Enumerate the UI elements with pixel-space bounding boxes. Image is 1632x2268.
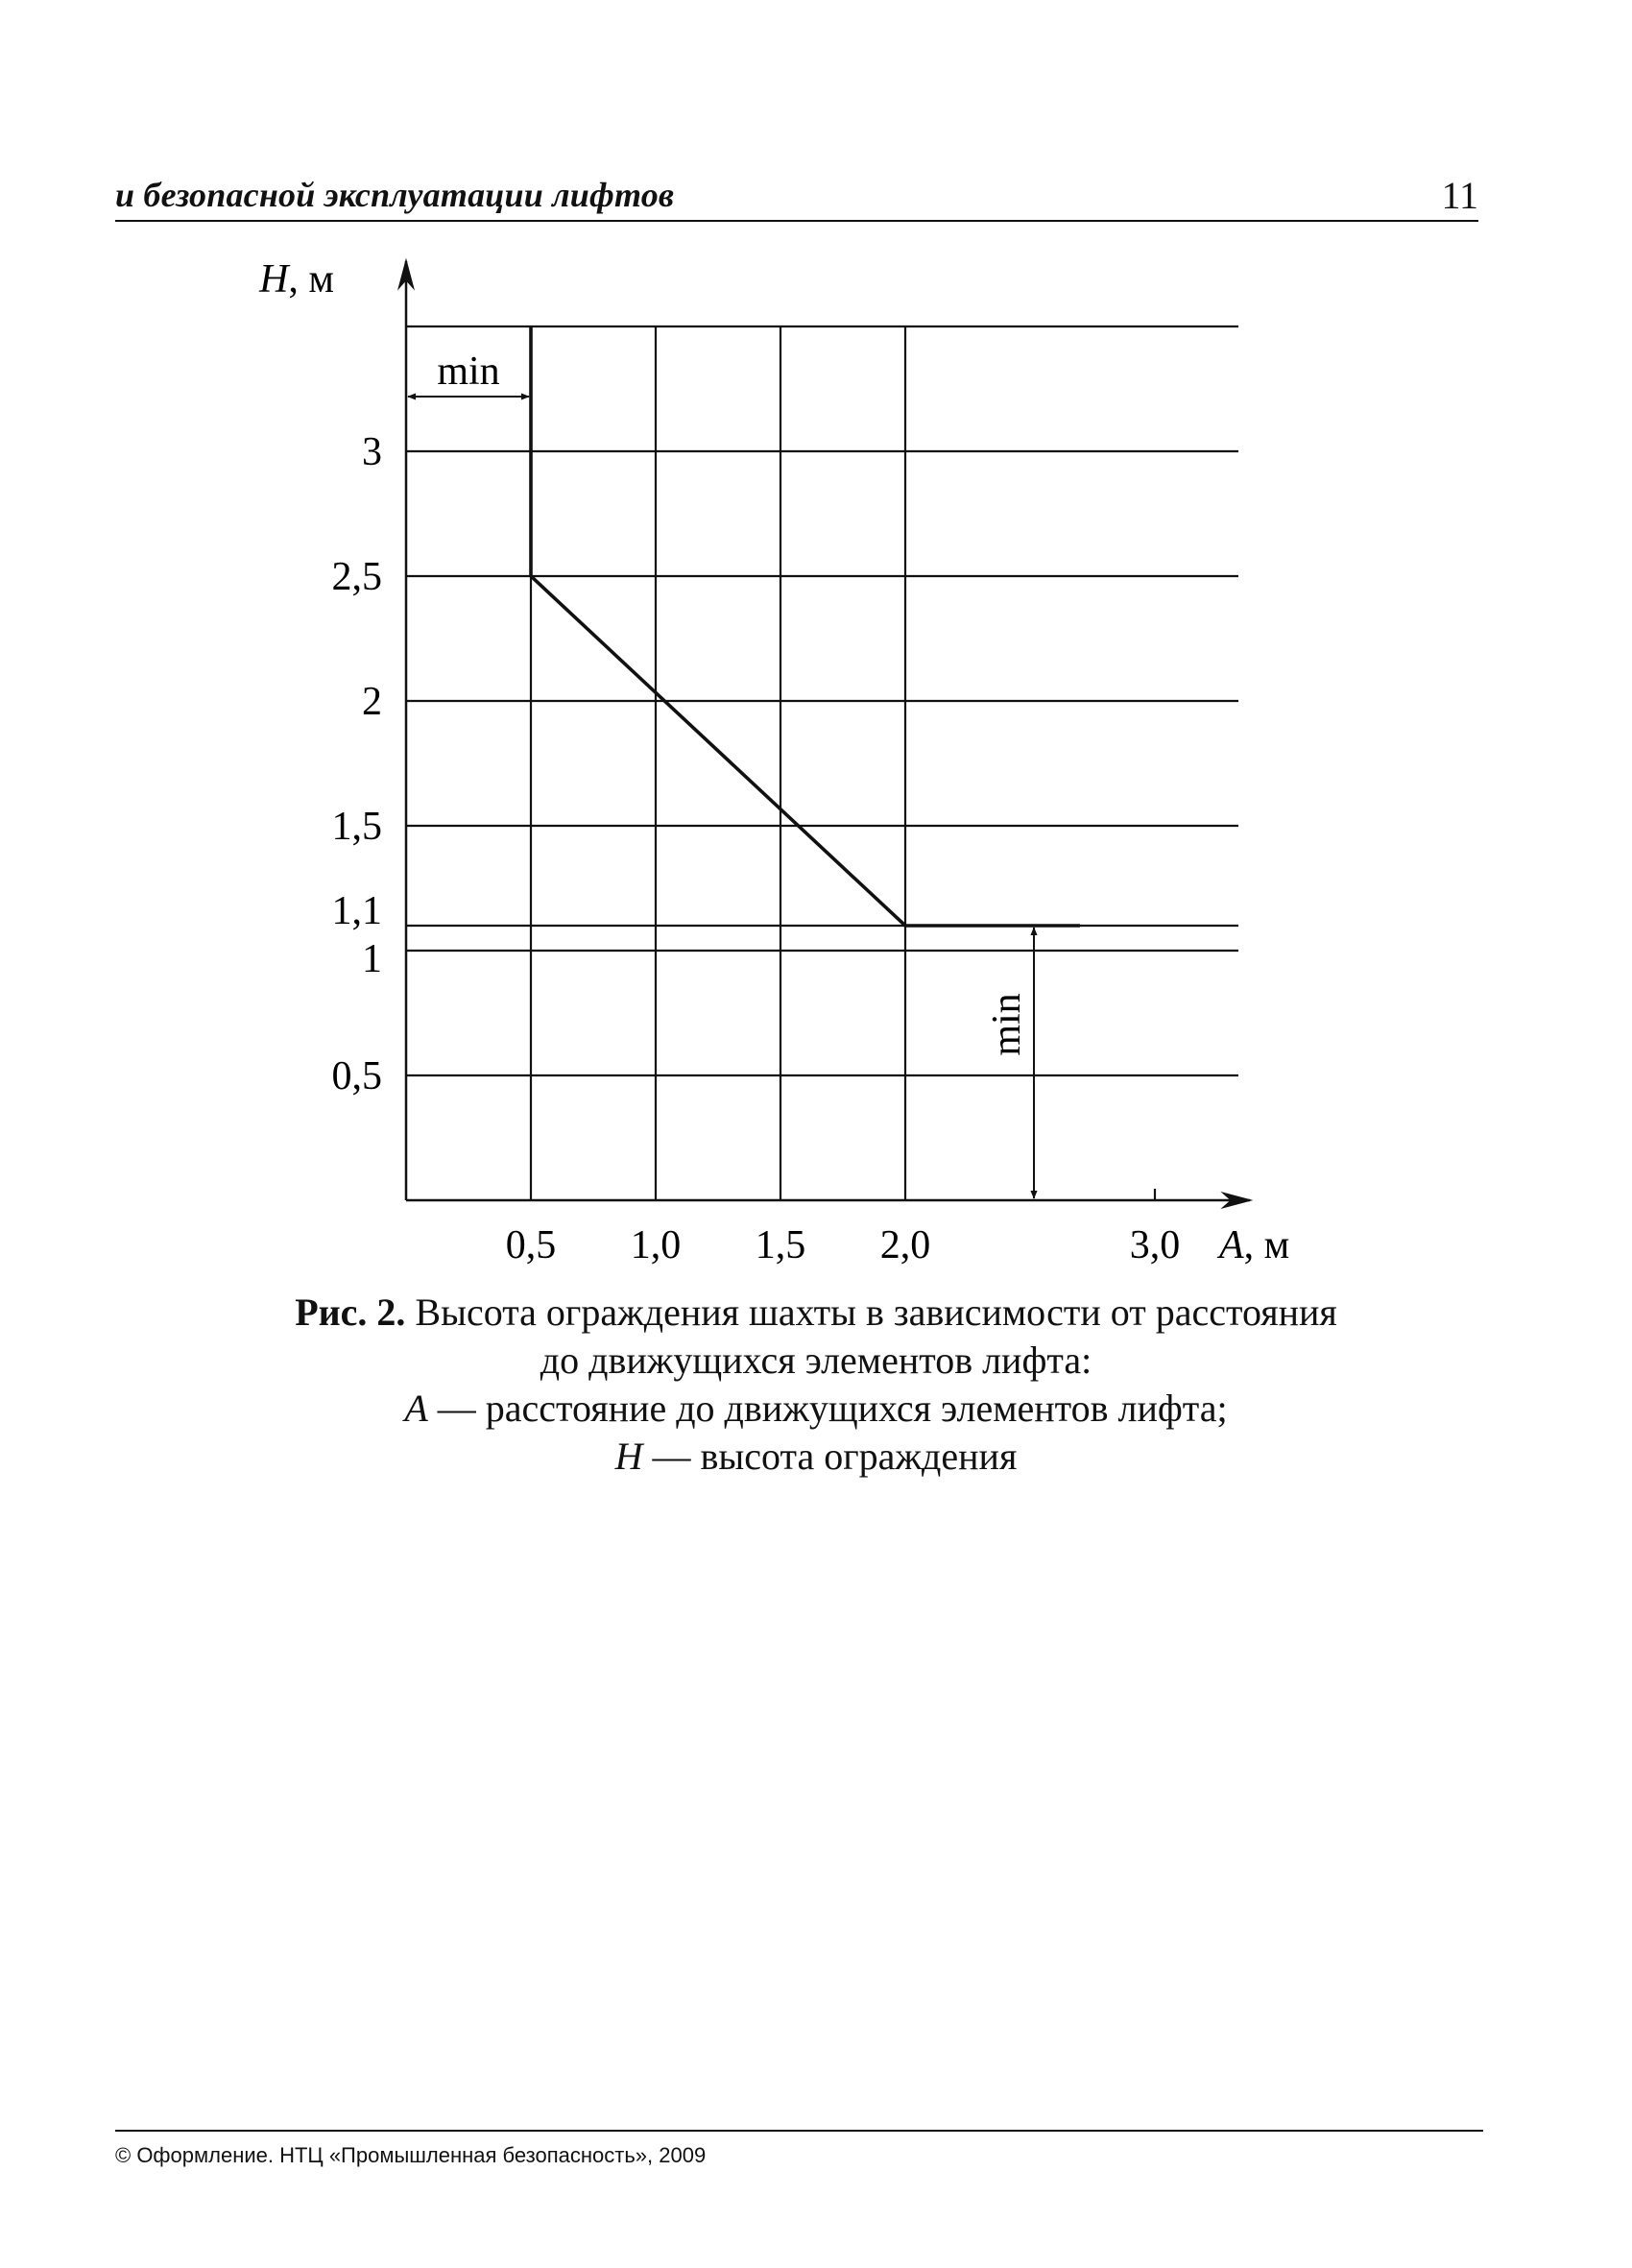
caption-line4: — высота ограждения: [642, 1435, 1018, 1478]
y-tick-label: 2,5: [331, 555, 382, 599]
axes: [406, 261, 1250, 1200]
page-number: 11: [1441, 174, 1478, 217]
min-label-vertical: min: [985, 993, 1029, 1056]
caption-var-h: H: [614, 1435, 643, 1478]
y-tick-label: 1,1: [331, 889, 382, 933]
x-tick-label: 3,0: [1129, 1223, 1181, 1267]
running-header: и безопасной эксплуатации лифтов: [115, 176, 675, 214]
y-tick-label: 2: [362, 680, 382, 724]
x-tick-label: 0,5: [505, 1223, 557, 1267]
x-axis-unit: , м: [1243, 1223, 1290, 1267]
footer-copyright: © Оформление. НТЦ «Промышленная безопасность», 2009: [115, 2143, 707, 2167]
figure-caption: [0, 1289, 1632, 1481]
x-tick-label: 1,0: [630, 1223, 682, 1267]
x-tick-label: 2,0: [879, 1223, 931, 1267]
caption-var-a: A: [404, 1387, 428, 1430]
x-axis-label: [1216, 1223, 1289, 1267]
y-axis-label: [258, 257, 334, 302]
series-line: [531, 326, 1080, 926]
caption-line3: — расстояние до движущихся элементов лифта;: [427, 1387, 1228, 1430]
dimension-annotations: [408, 350, 1034, 1198]
tick-labels: [332, 430, 1181, 1267]
caption-line1: Высота ограждения шахты в зависимости от расстояния: [405, 1291, 1337, 1334]
x-axis-var: A: [1219, 1223, 1244, 1267]
y-tick-label: 1: [362, 937, 382, 981]
y-axis-var: H: [259, 257, 289, 302]
y-tick-label: 1,5: [331, 805, 382, 849]
caption-line2: до движущихся элементов лифта:: [540, 1339, 1092, 1382]
y-axis-unit: , м: [288, 257, 334, 302]
footer-rule: [115, 2130, 1483, 2132]
figure-label: Рис. 2.: [295, 1291, 406, 1334]
min-label-horizontal: min: [437, 350, 500, 394]
series: [531, 326, 1080, 926]
y-tick-label: 0,5: [331, 1054, 382, 1098]
x-tick-label: 1,5: [755, 1223, 806, 1267]
y-tick-label: 3: [362, 430, 382, 474]
